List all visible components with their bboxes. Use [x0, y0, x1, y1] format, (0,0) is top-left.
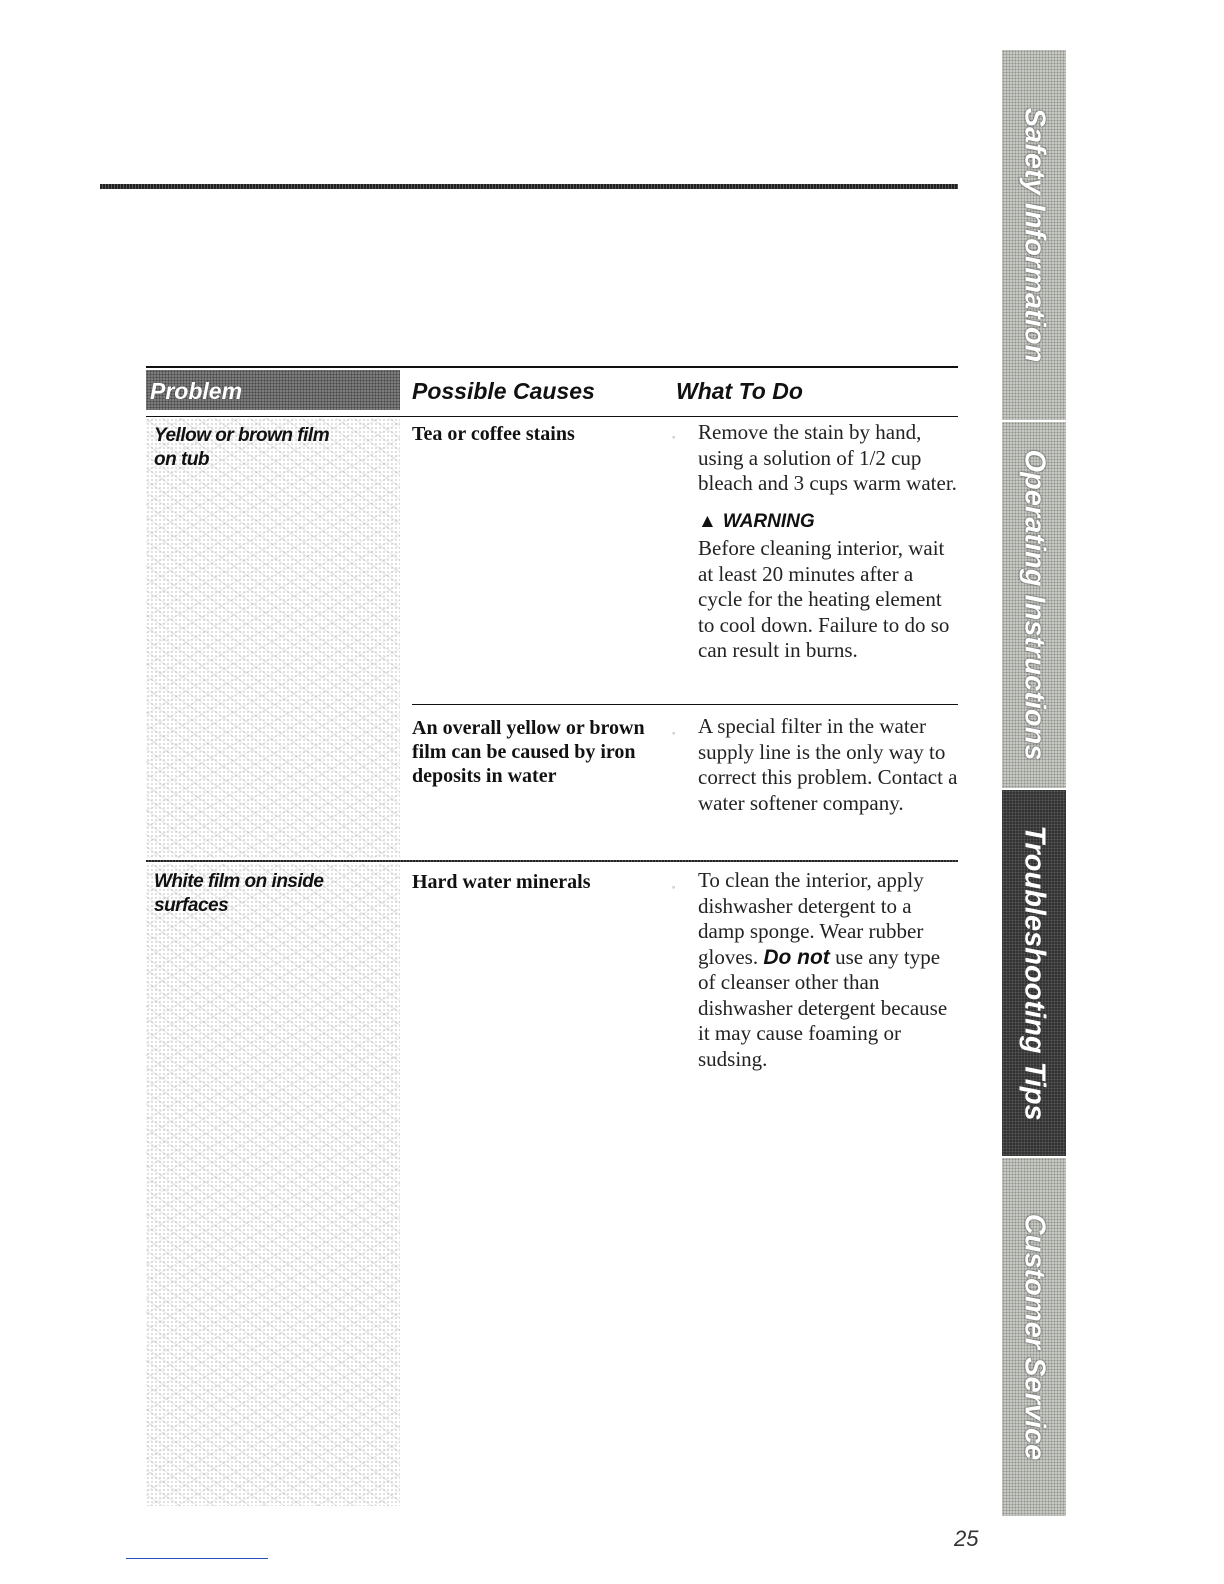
action-block: [676, 714, 958, 816]
action-text-part: use any type of cleanser other than dishwasher detergent because it may cause foaming or sudsing.: [698, 944, 948, 1071]
problem-cell: [146, 418, 400, 858]
row-divider: [146, 860, 958, 862]
tab-troubleshooting-tips[interactable]: [1002, 790, 1066, 1156]
action-text: A special filter in the water supply line is the only way to correct this problem. Contact a water softener company.: [698, 714, 958, 815]
page-number: 25: [954, 1526, 979, 1551]
bullet-icon: ◦: [672, 432, 676, 442]
tab-safety-information[interactable]: [1002, 50, 1066, 420]
emphasis-text: Do not: [763, 945, 830, 969]
bullet-icon: ◦: [672, 882, 676, 892]
action-text: Remove the stain by hand, using a solution of 1/2 cup bleach and 3 cups warm water.: [698, 420, 957, 495]
tab-operating-instructions[interactable]: [1002, 422, 1066, 788]
top-rule: [100, 184, 958, 189]
action-block: [676, 420, 958, 664]
header-rule: [146, 366, 958, 368]
tab-customer-service[interactable]: [1002, 1158, 1066, 1516]
bullet-icon: ◦: [672, 728, 676, 738]
table-header: [146, 370, 958, 424]
tab-label: Safety Information: [1018, 107, 1051, 363]
tab-label: Operating Instructions: [1018, 449, 1051, 761]
cause-text: Tea or coffee stains: [412, 423, 575, 445]
warning-triangle-icon: ▲: [698, 510, 717, 532]
action-text-part: To clean the interior, apply dishwasher detergent to a damp sponge. Wear rubber gloves.: [698, 868, 924, 969]
problem-text: White film on inside surfaces: [154, 871, 324, 916]
tab-label: Customer Service: [1018, 1213, 1051, 1461]
problem-column-header: Problem: [150, 378, 243, 404]
bottom-line: [126, 1558, 268, 1559]
what-to-do-column-header: What To Do: [676, 378, 803, 404]
action-block: [676, 868, 958, 1072]
header-bottom-rule: [146, 416, 958, 417]
cause-divider: [412, 704, 958, 705]
action-text: [698, 868, 958, 1072]
warning-text: Before cleaning interior, wait at least 20 minutes after a cycle for the heating element to cool down. Failure to do so can result in burns.: [698, 536, 950, 662]
cause-text: Hard water minerals: [412, 871, 591, 893]
cause-text: An overall yellow or brown film can be caused by iron deposits in water: [412, 717, 645, 787]
warning-title: WARNING: [722, 510, 815, 532]
problem-cell: [146, 864, 400, 1506]
section-tabs: [1002, 50, 1066, 1516]
problem-text: Yellow or brown film on tub: [154, 425, 330, 470]
causes-column-header: Possible Causes: [412, 378, 595, 404]
warning-heading: [698, 509, 958, 535]
tab-label: Troubleshooting Tips: [1018, 825, 1051, 1121]
